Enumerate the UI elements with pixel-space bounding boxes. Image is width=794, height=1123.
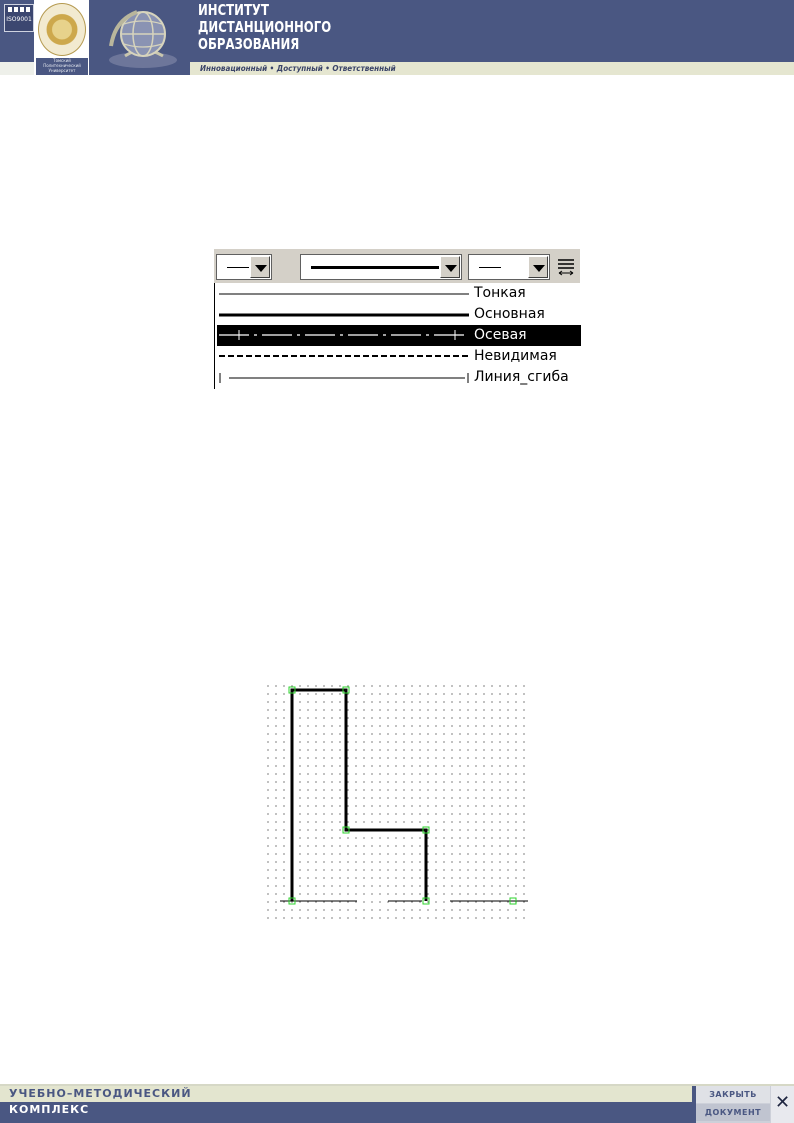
line-type-item[interactable] <box>217 304 581 325</box>
close-icon[interactable]: ✕ <box>771 1086 794 1123</box>
line-scale-combo[interactable] <box>468 254 550 280</box>
line-type-item-selected[interactable] <box>217 325 581 346</box>
close-document-button[interactable] <box>696 1086 794 1123</box>
close-document-label-line1: ЗАКРЫТЬ <box>696 1086 770 1103</box>
drawing-canvas[interactable] <box>264 680 528 922</box>
line-sample <box>479 267 501 268</box>
line-sample <box>217 283 471 304</box>
line-type-item[interactable] <box>217 367 581 388</box>
line-sample <box>217 346 471 367</box>
drawing-svg <box>264 680 528 922</box>
header-left-strip <box>0 62 34 75</box>
tagline-bar <box>190 62 794 75</box>
line-type-settings-icon[interactable] <box>556 257 576 277</box>
line-sample <box>217 304 471 325</box>
institute-title-line: ИНСТИТУТ <box>198 1 269 19</box>
iso-certificate-badge <box>4 4 34 32</box>
complex-title-line1: УЧЕБНО–МЕТОДИЧЕСКИЙ <box>9 1087 192 1100</box>
cert-logo-mark <box>8 7 30 12</box>
chevron-down-icon[interactable] <box>528 256 548 278</box>
tagline: Инновационный • Доступный • Ответственный <box>200 64 396 73</box>
line-sample <box>217 367 471 388</box>
line-sample <box>311 266 439 269</box>
complex-title-line2: КОМПЛЕКС <box>9 1103 90 1116</box>
line-width-combo[interactable] <box>216 254 272 280</box>
line-style-toolbar <box>214 249 580 283</box>
line-sample <box>217 325 471 346</box>
globe-icon <box>103 6 183 70</box>
institute-title-line: ДИСТАНЦИОННОГО <box>198 18 332 36</box>
header-banner <box>0 0 794 75</box>
line-type-label: Линия_сгиба <box>474 369 569 385</box>
line-type-item[interactable] <box>217 283 581 304</box>
university-caption: Томский Политехнический Университет <box>36 58 88 75</box>
line-type-label: Невидимая <box>474 348 557 364</box>
close-document-label-line2: ДОКУМЕНТ <box>696 1104 770 1121</box>
line-type-item[interactable] <box>217 346 581 367</box>
chevron-down-icon[interactable] <box>250 256 270 278</box>
cert-label: ISO9001 <box>6 16 32 23</box>
chevron-down-icon[interactable] <box>440 256 460 278</box>
university-seal-icon <box>38 3 86 56</box>
line-type-label: Основная <box>474 306 545 322</box>
institute-title-line: ОБРАЗОВАНИЯ <box>198 35 300 53</box>
polyline-contour <box>292 690 426 901</box>
institute-title <box>198 2 331 53</box>
line-type-combo[interactable] <box>300 254 462 280</box>
line-type-label: Тонкая <box>474 285 526 301</box>
line-type-list <box>214 283 581 389</box>
line-sample <box>227 267 249 268</box>
line-type-label: Осевая <box>474 327 527 343</box>
